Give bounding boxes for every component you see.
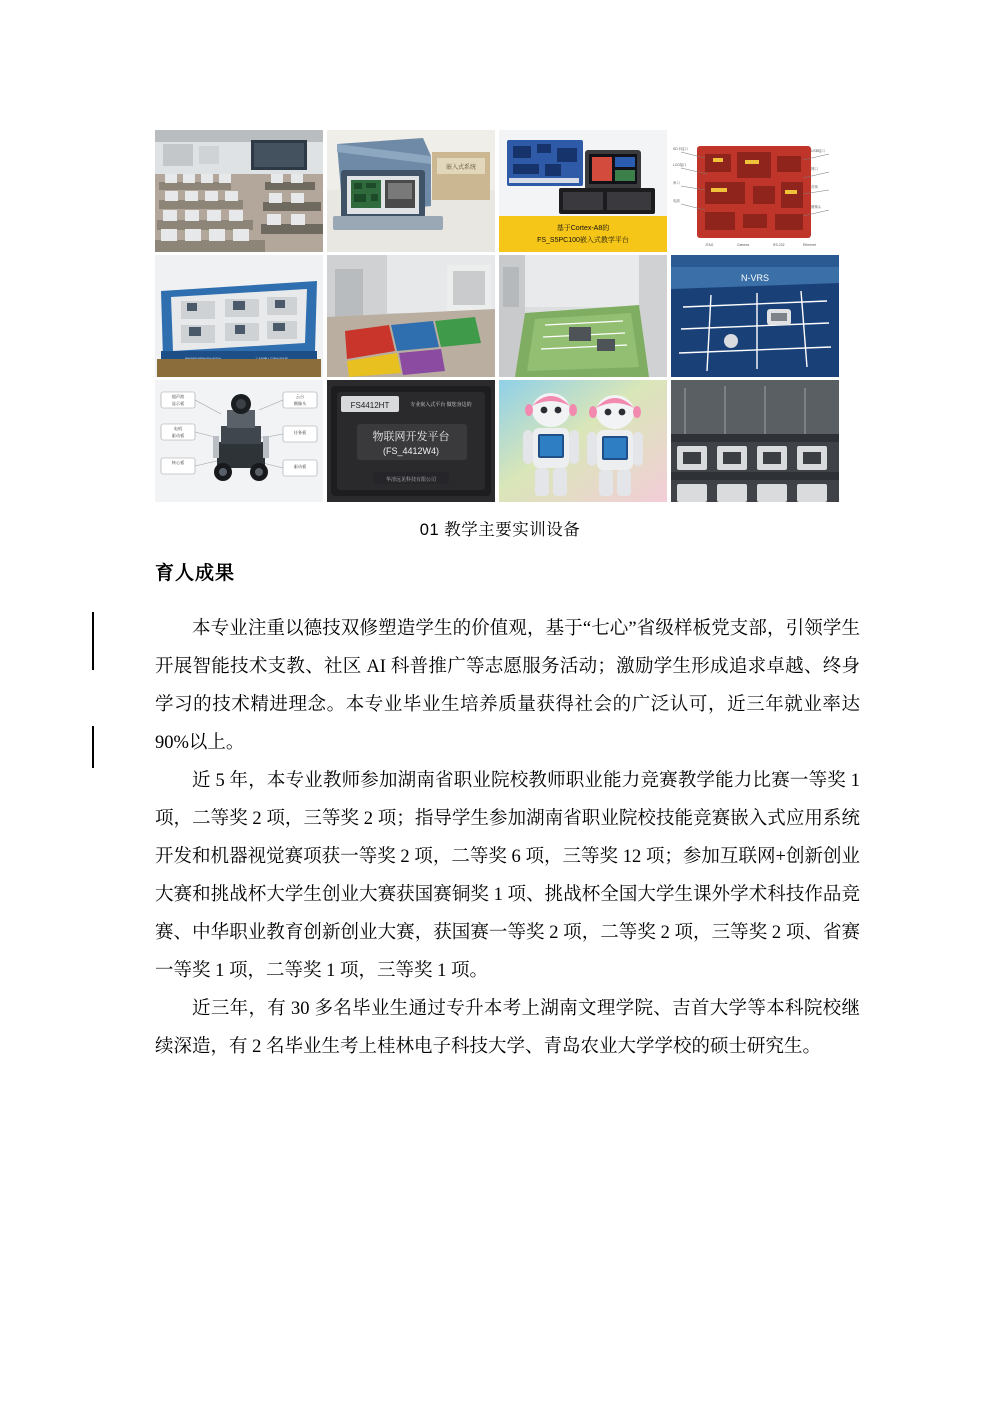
- svg-text:华清远见科技有限公司: 华清远见科技有限公司: [385, 477, 437, 483]
- section-title: 育人成果: [155, 563, 236, 584]
- paragraph-1: 本专业注重以德技双修塑造学生的价值观，基于“七心”省级样板党支部，引领学生开展智能技术支教、社区 AI 科普推广等志愿服务活动；激励学生形成追求卓越、终身学习的技术精进理念。本专业毕业生培养质量获得社会的广泛认可，近三年就业率达 90%以上。: [155, 619, 860, 753]
- image-colored-floor-corridor: [327, 255, 495, 377]
- image-nao-humanoid-robots: [499, 380, 667, 502]
- svg-text:Ethernet: Ethernet: [803, 243, 816, 247]
- svg-text:FS4412HT: FS4412HT: [350, 401, 390, 410]
- svg-text:FS_S5PC100嵌入式教学平台: FS_S5PC100嵌入式教学平台: [537, 237, 629, 244]
- svg-text:RS-232: RS-232: [773, 243, 785, 247]
- svg-text:电机: 电机: [173, 426, 183, 431]
- svg-text:LCD接口: LCD接口: [673, 163, 687, 167]
- image-computer-lab-classroom: [155, 130, 323, 252]
- image-robot-storage-rack: [671, 380, 839, 502]
- svg-text:驱动板: 驱动板: [293, 464, 307, 469]
- svg-text:云台: 云台: [295, 394, 305, 399]
- svg-text:网口: 网口: [811, 167, 818, 171]
- svg-text:驱动板: 驱动板: [171, 433, 185, 438]
- figure-block: [155, 130, 845, 540]
- svg-text:JTAG: JTAG: [705, 243, 714, 247]
- svg-text:USB接口: USB接口: [811, 149, 825, 153]
- image-development-board-diagram: [671, 130, 839, 252]
- svg-text:摄像头: 摄像头: [293, 401, 307, 406]
- svg-text:嵌入式系统: 嵌入式系统: [445, 165, 477, 171]
- svg-text:串口: 串口: [673, 181, 680, 185]
- svg-text:摄像头: 摄像头: [811, 205, 822, 209]
- figure-caption-text: 教学主要实训设备: [444, 521, 581, 539]
- svg-text:SD卡接口: SD卡接口: [673, 147, 688, 151]
- svg-text:核心板: 核心板: [171, 460, 185, 465]
- image-embedded-suitcase-kit: [327, 130, 495, 252]
- image-labeled-robot-car: [155, 380, 323, 502]
- figure-caption: [155, 516, 845, 540]
- image-green-field-corridor: [499, 255, 667, 377]
- paragraph-2: 近 5 年，本专业教师参加湖南省职业院校教师职业能力竞赛教学能力比赛一等奖 1 项，二等奖 2 项，三等奖 2 项；指导学生参加湖南省职业院校技能竞赛嵌入式应用系统开发和机器视觉赛项获一等奖 2 项，二等奖 6 项，三等奖 12 项；参加互联网+创新创业大赛和挑战杯大学生创业大赛获国赛铜奖 1 项、挑战杯全国大学生课外学术科技作品竞赛、中华职业教育创新创业大赛，获国赛一等奖 2 项，二等奖 2 项，三等奖 2 项、省赛一等奖 1 项，二等奖 1 项，三等奖 1 项。: [155, 771, 860, 981]
- svg-text:物联网开发平台: 物联网开发平台: [372, 431, 450, 443]
- svg-text:(FS_4412W4): (FS_4412W4): [382, 446, 440, 456]
- svg-text:基于Cortex-A8的: 基于Cortex-A8的: [556, 225, 610, 232]
- svg-text:显示板: 显示板: [171, 401, 185, 406]
- svg-text:超声波: 超声波: [171, 394, 185, 399]
- paragraph-3: 近三年，有 30 多名毕业生通过专升本考上湖南文理学院、吉首大学等本科院校继续深造，有 2 名毕业生考上桂林电子科技大学、青岛农业大学学校的硕士研究生。: [155, 999, 860, 1057]
- svg-text:专业嵌入式平台 做您身边的: 专业嵌入式平台 做您身边的: [410, 402, 472, 408]
- change-bar: [92, 726, 94, 768]
- image-cortex-a8-platform: [499, 130, 667, 252]
- image-iot-platform-box: [327, 380, 495, 502]
- svg-text:N-VRS: N-VRS: [740, 273, 770, 283]
- change-bar: [92, 612, 94, 670]
- figure-caption-number: 01: [419, 521, 440, 539]
- body-text: [155, 610, 860, 1066]
- svg-text:电源: 电源: [673, 199, 680, 203]
- svg-text:任务板: 任务板: [293, 430, 307, 435]
- svg-text:音频: 音频: [811, 185, 818, 189]
- image-robot-competition-field: [155, 255, 323, 377]
- image-grid: [155, 130, 845, 502]
- image-blue-track-field: [671, 255, 839, 377]
- svg-text:Camera: Camera: [737, 243, 750, 247]
